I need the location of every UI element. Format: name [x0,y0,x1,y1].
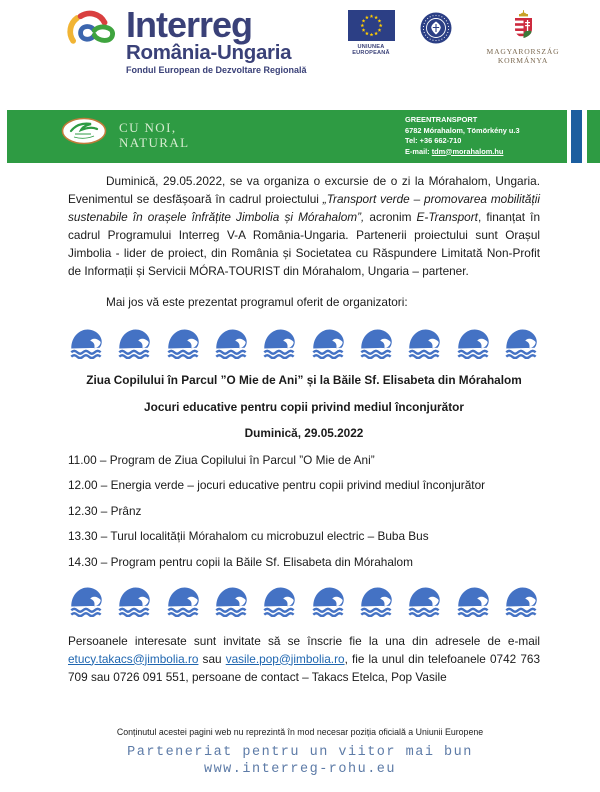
page-footer [0,727,600,777]
ocean-wave-icon [116,326,153,359]
ocean-wave-icon [455,584,492,617]
registration-text-1: Persoanele interesate sunt invitate să se înscrie fie la una din adresele de e-mail [68,633,540,648]
intro-paragraph [68,172,540,280]
green-banner-main [7,110,567,163]
registration-paragraph [68,632,540,686]
wave-row-bottom [68,584,540,617]
wave-row-top [68,326,540,359]
eu-disclaimer: Conținutul acestei pagini web nu reprezintă în mod necesar poziția oficială a Uniunii Europene [116,727,484,737]
ocean-wave-icon [503,326,540,359]
green-banner [7,110,600,163]
schedule-item-3: 12.30 – Prânz [68,503,142,518]
project-title-italic: „Transport verde – promovarea mobilității sustenabile în orașele înfrățite Jimbolia și Mórahalom”, [68,192,540,224]
program-title-2: Jocuri educative pentru copii privind mediul înconjurător [144,399,464,414]
ocean-wave-icon [503,584,540,617]
ocean-wave-icon [406,584,443,617]
eu-flag-icon [348,10,395,41]
ocean-wave-icon [261,584,298,617]
ocean-wave-icon [165,584,202,617]
program-date: Duminică, 29.05.2022 [244,426,364,440]
contact-email-link[interactable]: tdm@morahalom.hu [431,146,504,156]
ocean-wave-icon [310,584,347,617]
greentransport-oval-logo [61,117,107,145]
hungarian-government-logo [468,10,578,65]
ocean-wave-icon [358,584,395,617]
banner-slogan-line1: CU NOI, [119,120,177,135]
email-link-pop[interactable]: vasile.pop@jimbolia.ro [225,651,345,666]
hu-gov-label-line1: MAGYARORSZÁG [486,47,560,56]
program-lead-in: Mai jos vă este prezentat programul oferit de organizatori: [106,295,408,309]
interreg-brand: Interreg [126,4,253,45]
registration-text-3: , fie la unul din telefoanele 0742 763 709 sau 0726 091 551, persoane de contact – Takacs Etelca, Pop Vasile [68,651,541,684]
footer-slogan: Parteneriat pentru un viitor mai bun [127,745,473,760]
schedule-item-4: 13.30 – Turul localității Mórahalom cu microbuzul electric – Buba Bus [68,529,429,543]
contact-phone: Tel: +36 662-710 [405,136,462,145]
project-acronym-italic: E-Transport [416,210,478,224]
ocean-wave-icon [358,326,395,359]
romanian-government-seal-icon [420,12,452,44]
ocean-wave-icon [116,584,153,617]
banner-slogan [119,120,189,150]
intro-text-3: , finanțat în cadrul Programului Interreg V-A România-Ungaria. Partenerii proiectului sunt Orașul Jimbolia - lider de proiect, din România și Societatea cu Răspundere Limitată Non-Profit de Informații și Servicii MÓRA-TOURIST din Mórahalom, Ungaria – partener. [68,210,540,278]
header-logos [64,4,570,80]
ocean-wave-icon [406,326,443,359]
interreg-fund-line: Fondul European de Dezvoltare Regională [126,65,307,75]
ocean-wave-icon [213,326,250,359]
program-headings [68,373,540,440]
schedule-item-2: 12.00 – Energia verde – jocuri educative pentru copii privind mediul înconjurător [68,478,486,492]
contact-address: 6782 Mórahalom, Tömörkény u.3 [405,125,520,135]
ocean-wave-icon [68,584,105,617]
eu-logo [340,10,402,56]
banner-slogan-line2: NATURAL [119,135,190,150]
contact-email-label: E-mail: [405,146,432,156]
ocean-wave-icon [310,326,347,359]
program-title-1: Ziua Copilului în Parcul ”O Mie de Ani” și la Băile Sf. Elisabeta din Mórahalom [86,373,522,387]
interreg-wordmark [126,4,307,76]
interreg-logo [64,4,307,76]
eu-label: UNIUNEA EUROPEANĂ [352,44,390,56]
schedule-item-5: 14.30 – Program pentru copii la Băile Sf. Elisabeta din Mórahalom [68,554,413,569]
ocean-wave-icon [165,326,202,359]
ocean-wave-icon [261,326,298,359]
ocean-wave-icon [455,326,492,359]
contact-email-line [405,147,520,158]
banner-contact-block [405,115,520,157]
ocean-wave-icon [68,326,105,359]
banner-green-tail [587,110,600,163]
intro-text-2: acronim [364,210,417,224]
interreg-symbol-icon [64,10,120,58]
hu-gov-label-line2: KORMÁNYA [497,56,549,65]
registration-text-2: sau [198,651,226,666]
program-schedule-list [68,453,540,569]
hungarian-coat-of-arms-icon [512,10,535,44]
ocean-wave-icon [213,584,250,617]
contact-name: GREENTRANSPORT [405,115,478,124]
email-link-takacs[interactable]: etucy.takacs@jimbolia.ro [68,651,199,666]
interreg-program-name: România-Ungaria [126,41,292,64]
document-body [68,172,540,686]
footer-website-link[interactable]: www.interreg-rohu.eu [203,762,397,777]
schedule-item-1: 11.00 – Program de Ziua Copilului în Parcul ”O Mie de Ani” [68,452,375,467]
banner-blue-stripe [571,110,582,163]
intro-text-1: Duminică, 29.05.2022, se va organiza o excursie de o zi la Mórahalom, Ungaria. Evenimentul se desfășoară în cadrul proiectului [68,174,540,206]
